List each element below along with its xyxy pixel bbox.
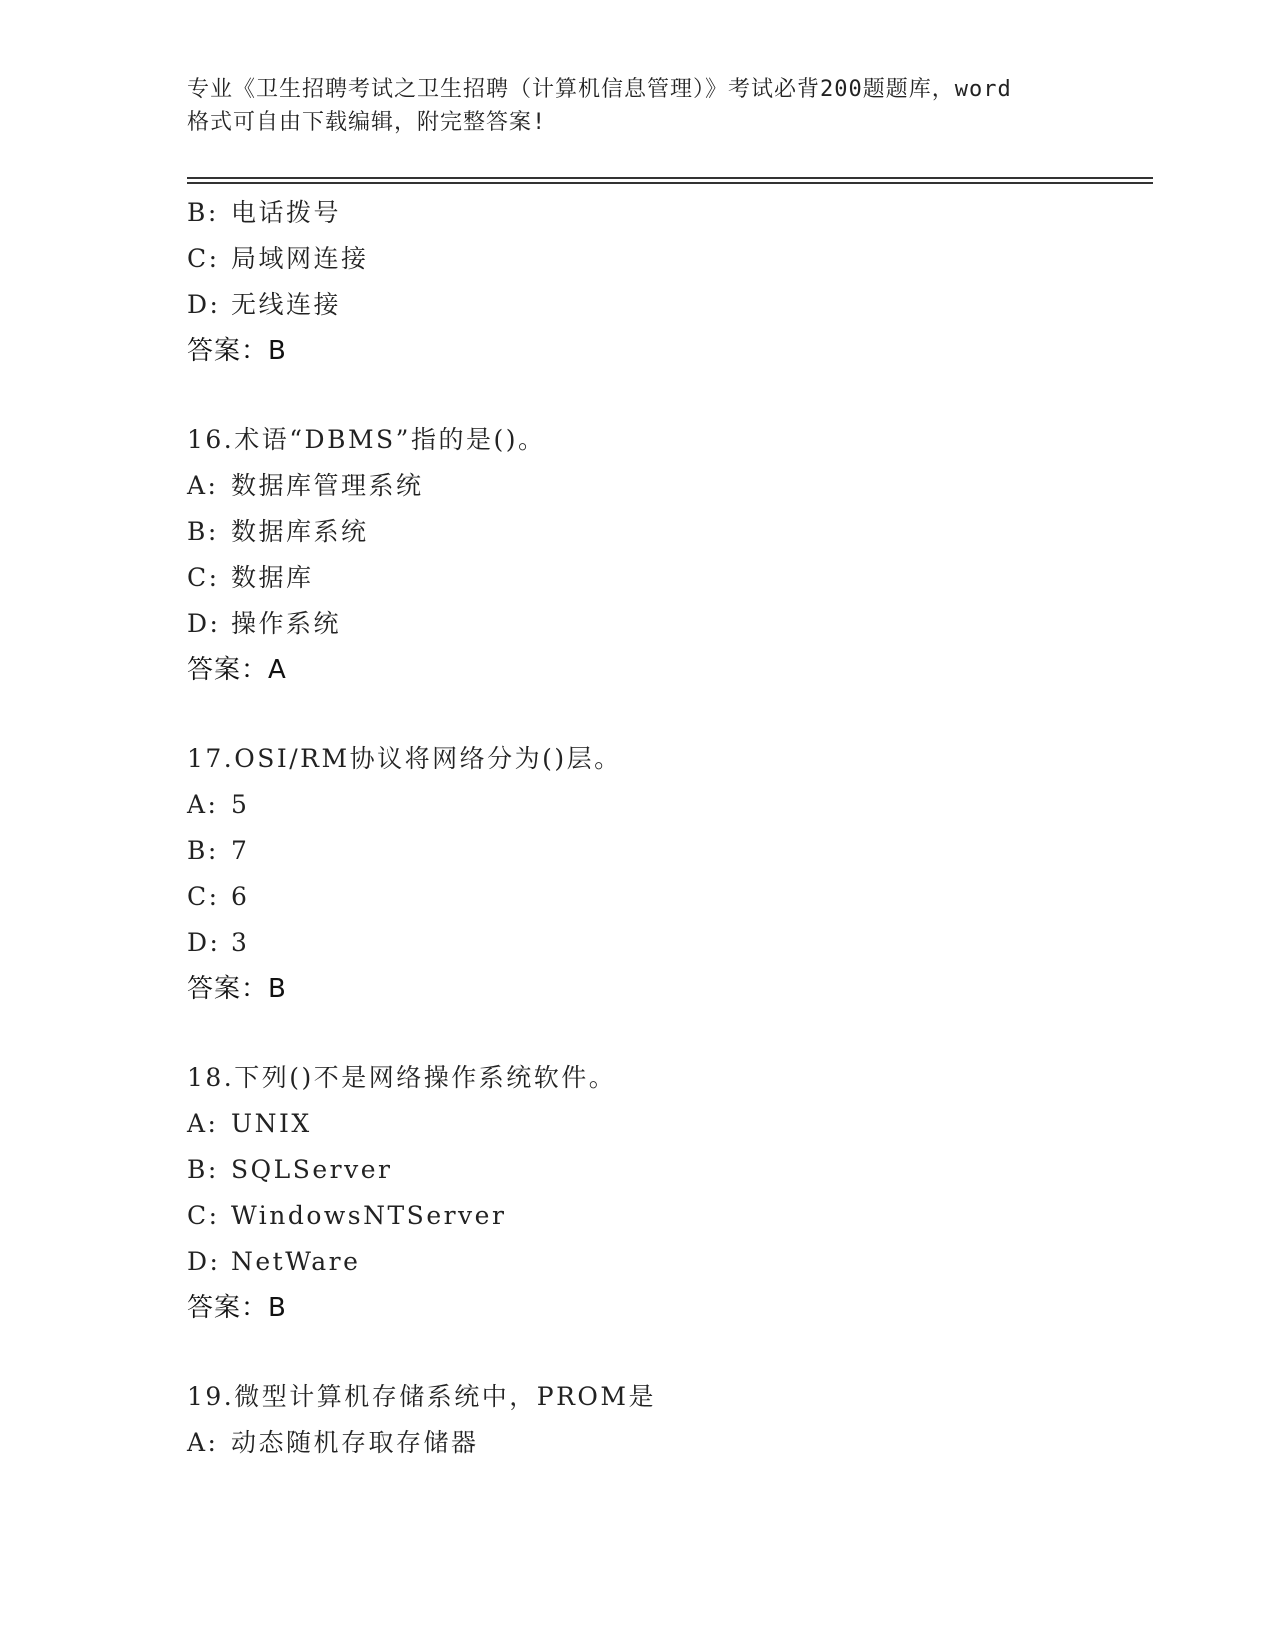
answer: 答案：B [187,336,287,366]
answer: 答案：A [187,655,287,685]
option-c: C: WindowsNTServer [187,1201,507,1230]
option-c: C: 数据库 [187,563,314,592]
document-header [187,73,1087,139]
question-stem: 17.OSI/RM协议将网络分为()层。 [187,744,622,773]
option-b: B: 电话拨号 [187,198,342,227]
option-b: B: 数据库系统 [187,517,369,546]
option-d: D: 无线连接 [187,290,342,319]
question-stem: 19.微型计算机存储系统中，PROM是 [187,1382,656,1411]
question-stem: 16.术语“DBMS”指的是()。 [187,425,546,454]
option-a: A: 动态随机存取存储器 [187,1428,479,1457]
option-b: B: 7 [187,836,250,865]
option-d: D: NetWare [187,1247,361,1276]
header-line-1: 专业《卫生招聘考试之卫生招聘（计算机信息管理）》考试必背200题题库，word [187,77,1012,102]
answer: 答案：B [187,974,287,1004]
question-19 [187,1374,1153,1466]
option-a: A: UNIX [187,1109,312,1138]
question-16 [187,417,1153,693]
option-b: B: SQLServer [187,1155,393,1184]
header-divider-bottom [187,182,1153,184]
question-stem: 18.下列()不是网络操作系统软件。 [187,1063,617,1092]
question-fragment [187,190,1153,374]
option-c: C: 6 [187,882,250,911]
option-d: D: 3 [187,928,250,957]
option-a: A: 数据库管理系统 [187,471,424,500]
question-17 [187,736,1153,1012]
header-line-2: 格式可自由下载编辑，附完整答案! [187,110,547,135]
question-18 [187,1055,1153,1331]
header-divider-top [187,177,1153,179]
option-c: C: 局域网连接 [187,244,369,273]
question-list [187,190,1153,1466]
answer: 答案：B [187,1293,287,1323]
option-a: A: 5 [187,790,250,819]
option-d: D: 操作系统 [187,609,342,638]
